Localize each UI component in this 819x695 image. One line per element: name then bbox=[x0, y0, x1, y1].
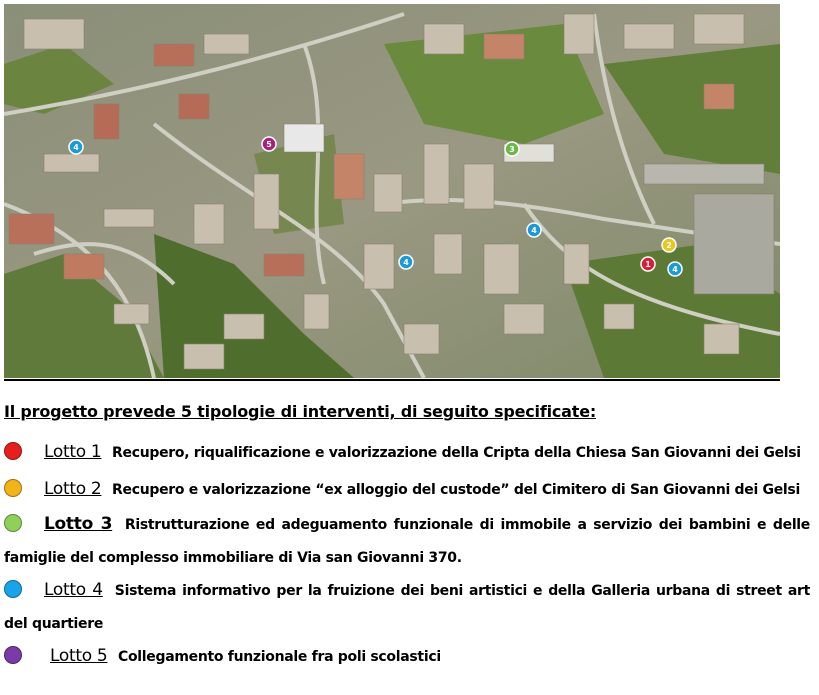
aerial-map-photo bbox=[4, 4, 780, 378]
map-marker-2[interactable] bbox=[662, 238, 676, 252]
aerial-map-svg bbox=[4, 4, 780, 378]
lotto-5-row bbox=[4, 640, 810, 674]
map-marker-label: 4 bbox=[73, 143, 79, 152]
map-marker-4b[interactable] bbox=[527, 223, 541, 237]
intro-heading: Il progetto prevede 5 tipologie di interventi, di seguito specificate: bbox=[4, 402, 597, 421]
map-marker-5[interactable] bbox=[262, 137, 276, 151]
red-dot-icon bbox=[4, 442, 22, 460]
map-marker-4c[interactable] bbox=[399, 255, 413, 269]
lotto-5-desc: Collegamento funzionale fra poli scolastici bbox=[118, 649, 441, 665]
lotto-5-name: Lotto 5 bbox=[50, 646, 108, 666]
map-marker-label: 4 bbox=[672, 265, 678, 274]
lotto-2-row bbox=[4, 473, 810, 507]
lotto-1-name: Lotto 1 bbox=[44, 442, 102, 462]
map-marker-3[interactable] bbox=[505, 142, 519, 156]
lotto-1-row bbox=[4, 436, 810, 470]
map-marker-1[interactable] bbox=[641, 257, 655, 271]
green-dot-icon bbox=[4, 514, 22, 532]
lotto-4-name: Lotto 4 bbox=[44, 580, 103, 600]
blue-dot-icon bbox=[4, 580, 22, 598]
map-marker-4a[interactable] bbox=[69, 140, 83, 154]
lotto-3-row bbox=[4, 508, 810, 575]
map-marker-label: 4 bbox=[531, 226, 537, 235]
map-marker-label: 5 bbox=[266, 140, 272, 149]
lotto-4-desc: Sistema informativo per la fruizione dei beni artistici e della Galleria urbana di street art del quartiere bbox=[4, 583, 810, 632]
lotto-3-desc: Ristrutturazione ed adeguamento funzionale di immobile a servizio dei bambini e delle famiglie del complesso immobiliare di Via san Giovanni 370. bbox=[4, 517, 811, 566]
lotto-2-name: Lotto 2 bbox=[44, 479, 102, 499]
lotto-3-name: Lotto 3 bbox=[44, 514, 113, 534]
lotto-4-row bbox=[4, 574, 810, 641]
map-marker-label: 2 bbox=[666, 241, 672, 250]
map-marker-label: 4 bbox=[403, 258, 409, 267]
map-marker-4d[interactable] bbox=[668, 262, 682, 276]
map-marker-label: 3 bbox=[509, 145, 515, 154]
yellow-dot-icon bbox=[4, 479, 22, 497]
separator-line bbox=[4, 379, 780, 381]
lotto-1-desc: Recupero, riqualificazione e valorizzazione della Cripta della Chiesa San Giovanni dei Gelsi bbox=[112, 445, 801, 461]
purple-dot-icon bbox=[4, 646, 22, 664]
map-marker-label: 1 bbox=[645, 260, 651, 269]
lotto-2-desc: Recupero e valorizzazione “ex alloggio del custode” del Cimitero di San Giovanni dei Gelsi bbox=[112, 482, 800, 498]
